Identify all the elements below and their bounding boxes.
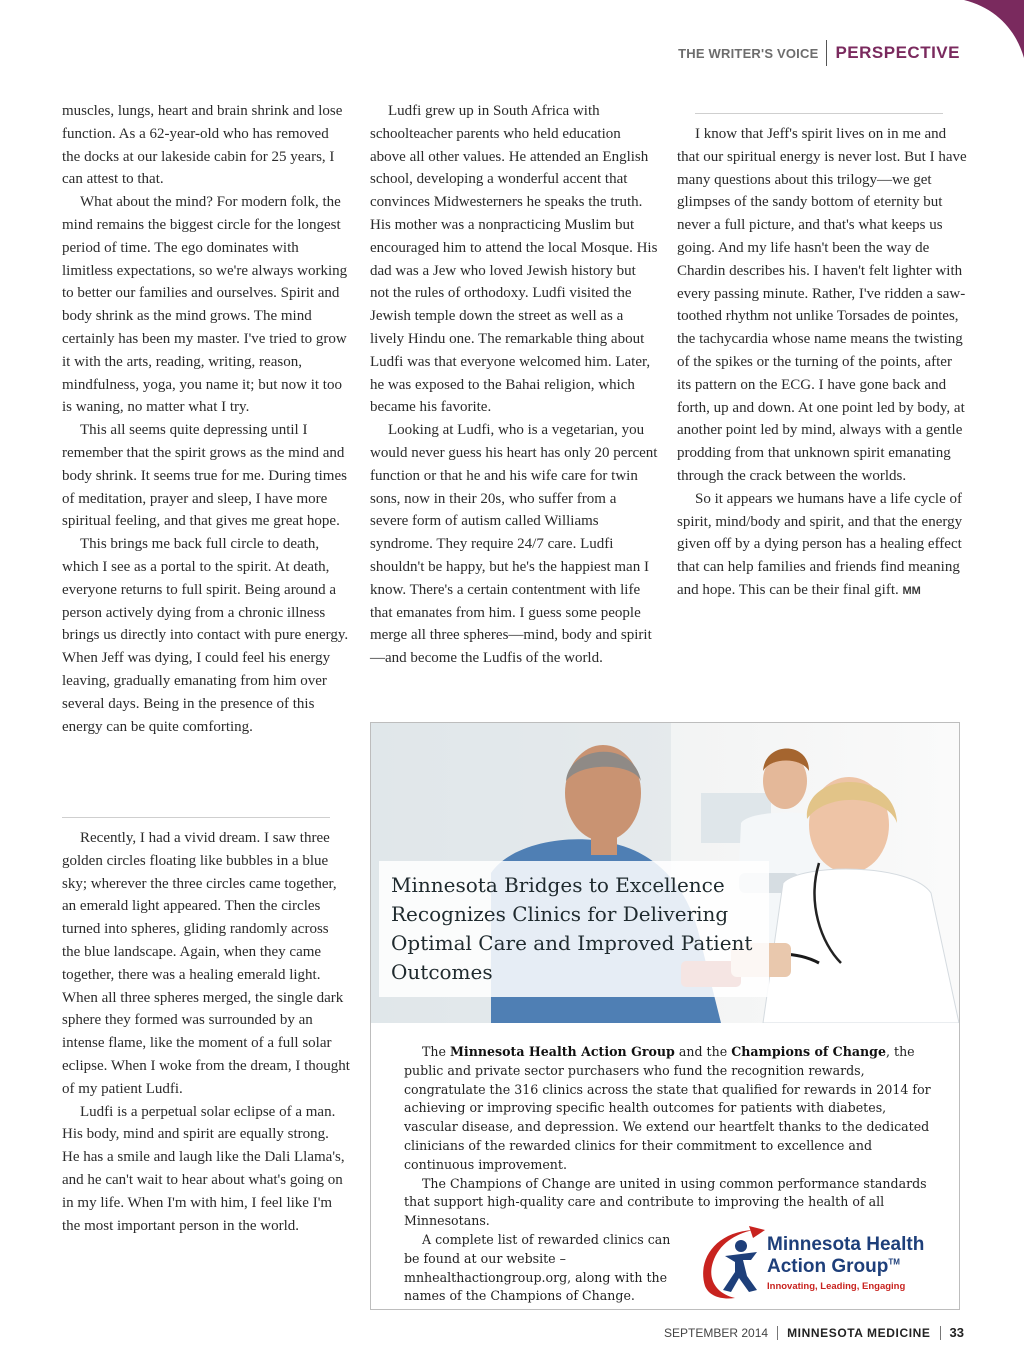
ad-headline: Minnesota Bridges to Excellence Recognizes Clinics for Delivering Optimal Care and Improved Patient Outcomes: [379, 861, 769, 997]
advertisement: [370, 722, 960, 1310]
column-1-continued: [62, 827, 350, 1237]
section-label: THE WRITER'S VOICE: [678, 45, 819, 61]
magazine-name: MINNESOTA MEDICINE: [787, 1325, 931, 1340]
paragraph: muscles, lungs, heart and brain shrink and lose function. As a 62-year-old who has removed the docks at our lakeside cabin for 25 years, I can attest to that.: [62, 103, 343, 188]
org-name: Champions of Change: [731, 1044, 886, 1059]
footer-divider: [940, 1326, 941, 1340]
page-header: [678, 40, 960, 66]
paragraph: Ludfi grew up in South Africa with schoolteacher parents who held education above all other values. He attended an English school, developing a wonderful accent that convinces Midwesterners he speaks the truth. His mother was a nonpracticing Muslim but encouraged him to attend the local Mosque. His dad was a Jew who loved Jewish history but not the rules of orthodoxy. Ludfi visited the Jewish temple down the street as well as a lively Hindu one. The remarkable thing about Ludfi was that everyone welcomed him. Later, he was exposed to the Bahai religion, which became his favorite.: [370, 103, 658, 416]
page-footer: [664, 1325, 964, 1340]
category-label: PERSPECTIVE: [835, 43, 960, 62]
page-number: 33: [949, 1325, 964, 1340]
logo-text: Action Group: [767, 1256, 889, 1277]
section-divider: [62, 817, 330, 818]
ad-text: , the public and private sector purchasers who fund the recognition rewards, congratulate the 316 clinics across the state that qualified for rewards in 2014 for achieving or improving specific health outcomes for patients with diabetes, vascular disease, and depression. We extend our heartfelt thanks to the dedicated clinicians of the rewarded clinics for their commitment to excellence and continuous improvement.: [404, 1044, 931, 1172]
paragraph: Ludfi is a perpetual solar eclipse of a man. His body, mind and spirit are equally strong. He has a smile and laugh like the Dali Llama's, and he can't wait to hear about what's going on in my life. When I'm with him, I feel like I'm the most important person in the world.: [62, 1103, 345, 1234]
section-divider: [695, 113, 943, 114]
column-3: [677, 123, 967, 603]
logo-line-2: [767, 1256, 900, 1278]
logo-tagline: Innovating, Leading, Engaging: [767, 1281, 906, 1292]
corner-decoration: [964, 0, 1024, 60]
paragraph: I know that Jeff's spirit lives on in me and that our spiritual energy is never lost. But I have many questions about this trilogy—we get glimpses of the sandy bottom of eternity but never a full picture, and that's what keeps us going. And my life hasn't been the way de Chardin describes his. I haven't felt lighter with every passing minute. Rather, I've ridden a saw-toothed rhythm not unlike Torsades de pointes, the tachycardia whose name means the twisting of the spikes or the turning of the points, after its pattern on the ECG. I have gone back and forth, up and down. At one point led by body, at another point led by mind, always with a gentle prodding from that unknown spirit emanating through the crack between the worlds.: [677, 126, 967, 484]
column-2: [370, 100, 658, 670]
footer-divider: [777, 1326, 778, 1340]
ad-text: The: [422, 1044, 446, 1059]
paragraph: Looking at Ludfi, who is a vegetarian, you would never guess his heart has only 20 percent function or that he and his wife care for twin sons, now in their 20s, who suffer from a severe form of autism called Williams syndrome. They require 24/7 care. Ludfi shouldn't be happy, but he's the happiest man I know. There's a certain contentment with life that emanates from him. I guess some people merge all three spheres—mind, body and spirit—and become the Ludfis of the world.: [370, 422, 658, 667]
header-divider: [826, 40, 827, 66]
column-1: [62, 100, 350, 738]
ad-paragraph: A complete list of rewarded clinics can be found at our website – mnhealthactiongroup.org, along with the names of the Champions of Change.: [404, 1231, 671, 1304]
swoosh-figure-icon: [695, 1220, 775, 1302]
ad-paragraph: [404, 1043, 934, 1175]
paragraph: What about the mind? For modern folk, the mind remains the biggest circle for the longest period of time. The ego dominates with limitless expectations, so we're always working to better our families and ourselves. Spirit and body shrink as the mind grows. The mind certainly has been my master. I've tried to grow it with the arts, reading, writing, reason, mindfulness, yoga, you name it; but now it too is waning, no matter what I try.: [62, 194, 348, 416]
ad-text: and the: [678, 1044, 728, 1059]
paragraph: This all seems quite depressing until I remember that the spirit grows as the mind and body shrink. It seems true for me. During times of meditation, prayer and sleep, I have more spiritual feeling, and that gives me great hope.: [62, 422, 347, 530]
signoff-mark: MM: [902, 584, 921, 597]
trademark: TM: [888, 1257, 900, 1267]
paragraph: This brings me back full circle to death, which I see as a portal to the spirit. At death, everyone returns to full spirit. Being around a person actively dying from a chronic illness brings us directly into contact with pure energy. When Jeff was dying, I could feel his energy leaving, gradually emanating from him over several days. Being in the presence of this energy can be quite comforting.: [62, 536, 349, 735]
paragraph: [677, 488, 967, 603]
closing-text: So it appears we humans have a life cycle of spirit, mind/body and spirit, and that the energy given off by a dying person has a healing effect that can help families and friends find meaning and hope. This can be their final gift.: [677, 490, 963, 598]
org-name: Minnesota Health Action Group: [449, 1044, 675, 1059]
ad-paragraph: The Champions of Change are united in using common performance standards that support high-quality care and contribute to improving the health of all Minnesotans.: [404, 1175, 927, 1229]
mnhag-logo: [695, 1220, 931, 1302]
logo-line-1: Minnesota Health: [767, 1234, 925, 1255]
issue-date: SEPTEMBER 2014: [664, 1325, 769, 1340]
paragraph: Recently, I had a vivid dream. I saw three golden circles floating like bubbles in a blue sky; wherever the three circles came together, an emerald light appeared. Then the circles turned into spheres, gliding randomly across the blue landscape. Again, when they came together, there was a healing emerald light. When all three spheres merged, the single dark sphere they formed was surrounded by an intense flame, like the moment of a full solar eclipse. When I woke from the dream, I thought of my patient Ludfi.: [62, 830, 350, 1097]
